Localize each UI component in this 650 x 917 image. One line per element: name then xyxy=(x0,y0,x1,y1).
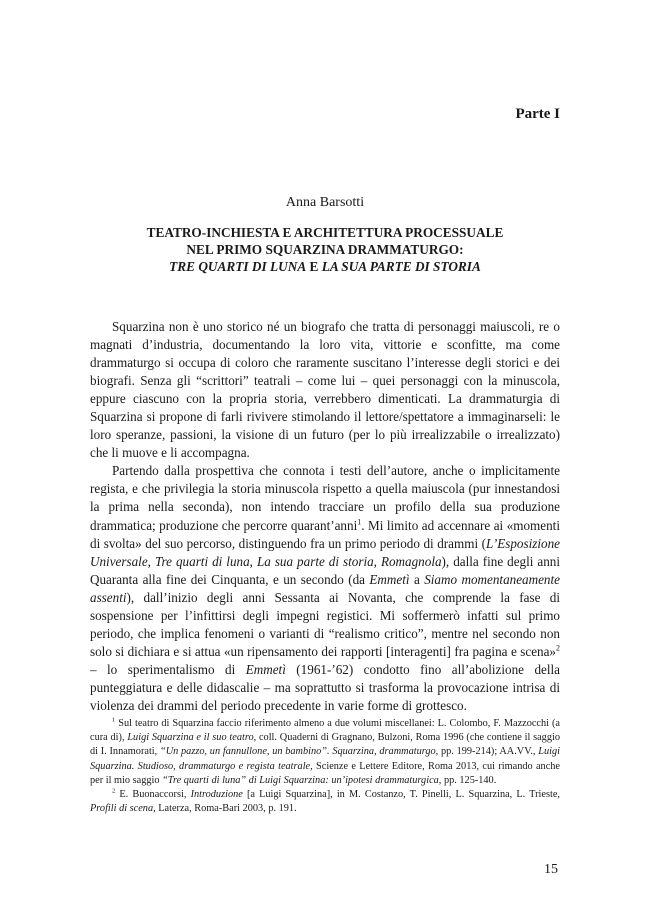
play-title: L’Esposizione Universale xyxy=(90,535,560,569)
play-title: Romagnola xyxy=(380,553,442,569)
text-run: , pp. 125-140. xyxy=(438,774,497,786)
work-title: “Un pazzo, un fannullone, un bambino”. Squarzina, drammaturgo xyxy=(159,746,436,758)
work-title: Luigi Squarzina e il suo teatro xyxy=(127,732,254,744)
title-play-2: LA SUA PARTE DI STORIA xyxy=(321,259,481,274)
play-title: Tre quarti di luna xyxy=(154,553,250,569)
text-run: , Scienze e Lettere Editore, Roma 2013, cui rimando anche per il mio saggio xyxy=(90,760,560,786)
text-run: – lo sperimentalismo di xyxy=(90,661,246,677)
text-run: (1961-’62) condotto fino all’abolizione della punteggiatura e delle didascalie – ma soprattutto si trasforma la provocazione intrisa di violenza dei drammi del periodo precedente in varie forme di grottesco. xyxy=(90,661,560,713)
part-heading: Parte I xyxy=(515,106,560,122)
author-name: Anna Barsotti xyxy=(285,195,365,210)
play-title: La sua parte di storia xyxy=(256,553,374,569)
text-run: ), dalla fine degli anni Quaranta alla fine dei Cinquanta, e un secondo (da xyxy=(90,553,561,587)
text-run: , coll. Quaderni di Gragnano, Bulzoni, Roma 1996 (che contiene il saggio di I. Innamorati, xyxy=(90,732,560,758)
text-run: a xyxy=(409,571,425,587)
title-play-1: TRE QUARTI DI LUNA xyxy=(169,259,307,274)
title-line-2: NEL PRIMO SQUARZINA DRAMMATURGO: xyxy=(186,242,464,257)
title-conjunction: E xyxy=(306,259,322,274)
work-title: “Tre quarti di luna” di Luigi Squarzina: un’ipotesi drammaturgica xyxy=(162,774,439,786)
work-title: Luigi Squarzina. Studioso, drammaturgo e regista teatrale xyxy=(90,746,560,772)
text-run: , Laterza, Roma-Bari 2003, p. 191. xyxy=(153,803,297,815)
text-run: , xyxy=(373,553,381,569)
footnote-number: 2 xyxy=(112,787,116,795)
footnote-number: 1 xyxy=(112,716,116,724)
footnotes xyxy=(90,717,560,816)
play-title: Siamo momentaneamente assenti xyxy=(90,571,560,605)
text-run: [a Luigi Squarzina], in M. Costanzo, T. Pinelli, L. Squarzina, L. Trieste, xyxy=(242,789,560,801)
text-run: , xyxy=(249,553,257,569)
text-run: . Mi limito ad accennare ai «momenti di svolta» del suo percorso, distinguendo fra un primo periodo di drammi ( xyxy=(90,517,560,551)
work-title: Introduzione xyxy=(190,789,243,801)
text-run: Sul teatro di Squarzina faccio riferimento almeno a due volumi miscellanei: L. Colombo, F. Mazzocchi (a cura di), xyxy=(90,718,560,744)
body-text xyxy=(90,318,560,715)
text-run: Partendo dalla prospettiva che connota i testi dell’autore, anche o implicitamente regista, e che privilegia la storia minuscola rispetto a quella maiuscola (pur innestandosi la prima nella seconda), non intendo tracciare un profilo della sua produzione drammatica; produzione che percorre quarant’anni xyxy=(90,463,560,533)
footnote-1 xyxy=(90,717,560,788)
article-title xyxy=(90,224,560,275)
play-title: Emmetì xyxy=(245,661,286,677)
footnote-ref-2: 2 xyxy=(556,643,560,653)
text-run: , xyxy=(147,553,155,569)
title-line-1: TEATRO-INCHIESTA E ARCHITETTURA PROCESSUALE xyxy=(146,225,504,240)
text-run: E. Buonaccorsi, xyxy=(115,789,191,801)
paragraph-2 xyxy=(90,462,560,715)
play-title: Emmetì xyxy=(369,571,410,587)
text-run: , pp. 199-214); AA.VV., xyxy=(435,746,539,758)
paragraph-1: Squarzina non è uno storico né un biografo che tratta di personaggi maiuscoli, re o magnati d’industria, documentando la loro vita, vittorie e sconfitte, ma come drammaturgo si occupa di coloro che raramente suscitano l’interesse degli storici e dei biografi. Senza gli “scrittori” teatrali – come lui – quei personaggi con la minuscola, eppure ciascuno con la propria storia, verrebbero dimenticati. La drammaturgia di Squarzina si propone di farli rivivere stimolando il lettore/spettatore a immaginarseli: le loro speranze, passioni, la visione di un futuro (per lo più irrealizzabile o irrealizzato) che li muove e li accompagna. xyxy=(90,319,560,461)
page-number: 15 xyxy=(544,862,558,877)
title-line-3 xyxy=(90,258,560,275)
footnote-2 xyxy=(90,788,560,816)
footnote-ref-1: 1 xyxy=(357,517,362,527)
text-run: ), dall’inizio degli anni Sessanta ai Novanta, che comprende la fase di sospensione per l’infittirsi degli impegni registici. Mi soffermerò infatti sul primo periodo, che implica fenomeni o varianti di “realismo critico”, mentre nel secondo non solo si dichiara e si attua «un ripensamento dei rapporti [interagenti] fra pagina e scena» xyxy=(90,589,560,659)
work-title: Profili di scena xyxy=(90,803,154,815)
